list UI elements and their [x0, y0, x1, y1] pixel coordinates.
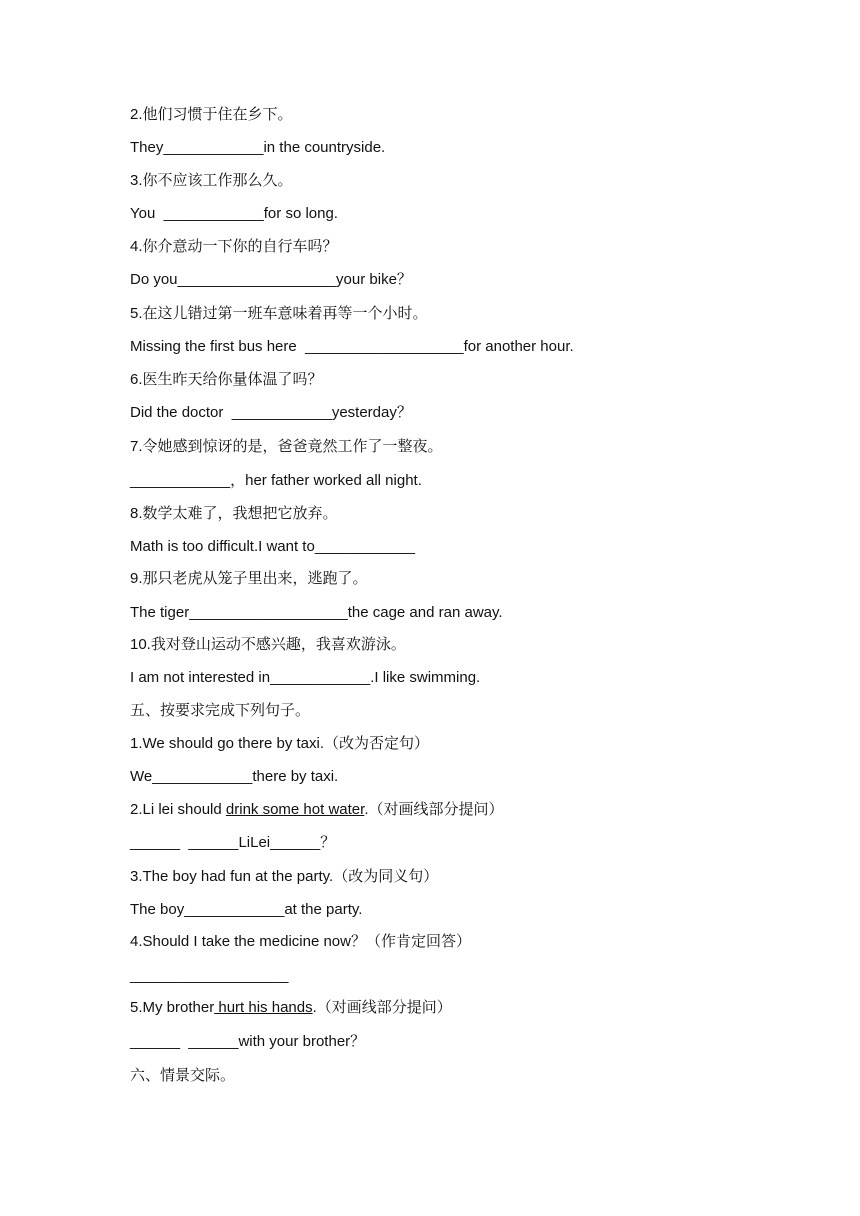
answer-blank[interactable]: ___________________	[189, 604, 348, 621]
answer-blank[interactable]: ____________	[163, 205, 264, 222]
underlined-phrase: drink some hot water	[225, 801, 365, 818]
answer-blank[interactable]: ____________	[314, 538, 415, 555]
answer-blank[interactable]: ____________	[152, 768, 253, 785]
q5-english: Missing the first bus here ___________________for another hour.	[130, 338, 574, 355]
q5-chinese: 5.在这儿错过第一班车意味着再等一个小时。	[130, 305, 428, 322]
answer-blank[interactable]: ____________	[184, 901, 285, 918]
section-6-heading: 六、情景交际。	[130, 1067, 236, 1084]
q4-english: Do you___________________your bike？	[130, 271, 412, 288]
answer-blank[interactable]: ___________________	[177, 271, 337, 288]
answer-blank[interactable]: ____________	[270, 669, 371, 686]
s5-q4-prompt: 4.Should I take the medicine now？（作肯定回答）	[130, 933, 471, 950]
q3-english: You ____________for so long.	[130, 205, 338, 222]
s5-q3-prompt: 3.The boy had fun at the party.（改为同义句）	[130, 868, 439, 885]
s5-q2-answer[interactable]: ______ ______LiLei______？	[130, 834, 336, 851]
q7-chinese: 7.令她感到惊讶的是，爸爸竟然工作了一整夜。	[130, 438, 443, 455]
q8-chinese: 8.数学太难了，我想把它放弃。	[130, 505, 338, 522]
s5-q4-answer[interactable]: ___________________	[130, 967, 289, 984]
q9-chinese: 9.那只老虎从笼子里出来，逃跑了。	[130, 570, 368, 587]
s5-q5-answer[interactable]: ______ ______with your brother？	[130, 1033, 366, 1050]
s5-q1-prompt: 1.We should go there by taxi.（改为否定句）	[130, 735, 430, 752]
q3-chinese: 3.你不应该工作那么久。	[130, 172, 293, 189]
q10-chinese: 10.我对登山运动不感兴趣，我喜欢游泳。	[130, 636, 406, 653]
q4-chinese: 4.你介意动一下你的自行车吗？	[130, 238, 338, 255]
q10-english: I am not interested in____________.I like swimming.	[130, 669, 481, 686]
s5-q3-answer: The boy____________at the party.	[130, 901, 363, 918]
s5-q1-answer: We____________there by taxi.	[130, 768, 339, 785]
answer-blank[interactable]: ____________	[163, 139, 264, 156]
q2-english: They____________in the countryside.	[130, 139, 386, 156]
q6-english: Did the doctor ____________yesterday？	[130, 404, 412, 421]
section-5-heading: 五、按要求完成下列句子。	[130, 702, 311, 719]
answer-blank[interactable]: ___________________	[305, 338, 464, 355]
underlined-phrase: hurt his hands	[214, 999, 313, 1016]
q9-english: The tiger___________________the cage and ran away.	[130, 604, 503, 621]
s5-q5-prompt: 5.My brother hurt his hands.（对画线部分提问）	[130, 999, 452, 1016]
q6-chinese: 6.医生昨天给你量体温了吗？	[130, 371, 323, 388]
q8-english: Math is too difficult.I want to____________	[130, 538, 415, 555]
q2-chinese: 2.他们习惯于住在乡下。	[130, 106, 293, 123]
q7-english: ____________，her father worked all night.	[130, 472, 422, 489]
answer-blank[interactable]: ____________	[130, 472, 231, 489]
answer-blank[interactable]: ____________	[231, 404, 332, 421]
s5-q2-prompt: 2.Li lei should drink some hot water.（对画线部分提问）	[130, 801, 504, 818]
